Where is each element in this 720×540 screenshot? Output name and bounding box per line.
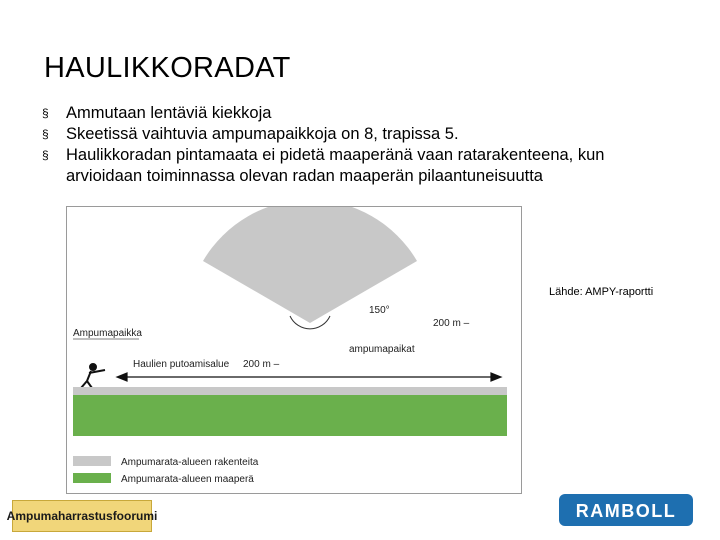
bullet-text: Skeetissä vaihtuvia ampumapaikkoja on 8, trapissa 5. [66, 125, 459, 143]
legend-label-structure: Ampumarata-alueen rakenteita [121, 457, 259, 468]
structure-band [73, 387, 507, 395]
bullet-marker: § [42, 127, 49, 141]
shooting-range-diagram [66, 206, 522, 494]
ampumaharrastusfoorumi-logo [6, 500, 158, 532]
bullet-marker: § [42, 106, 49, 120]
ground-distance-label: 200 m – [243, 359, 280, 370]
bullet-list [42, 103, 682, 187]
bullet-item [42, 103, 682, 124]
slide-title: HAULIKKORADAT [44, 52, 291, 84]
ramboll-logo [558, 493, 694, 527]
angle-label: 150° [369, 305, 390, 316]
bullet-item [42, 145, 682, 187]
source-caption: Lähde: AMPY-raportti [549, 286, 654, 298]
bullet-item [42, 124, 682, 145]
logo-left-text: Ampumaharrastusfoorumi [6, 509, 158, 523]
legend-swatch-structure [73, 456, 111, 466]
shooter-icon [81, 364, 105, 388]
legend-swatch-soil [73, 473, 111, 483]
soil-band [73, 395, 507, 436]
bullet-text: Haulikkoradan pintamaata ei pidetä maaperänä vaan ratarakenteena, kun arvioidaan toiminnassa olevan radan maaperän pilaantuneisuutta [66, 146, 605, 185]
distance-arrow [117, 373, 501, 381]
range-diagram-svg [67, 207, 521, 493]
ramboll-logo-text: RAMBOLL [575, 501, 677, 521]
pellet-area-label: Haulien putoamisalue [133, 359, 230, 370]
legend-label-soil: Ampumarata-alueen maaperä [121, 474, 254, 485]
bullet-marker: § [42, 148, 49, 162]
shooting-place-label: Ampumapaikka [73, 328, 142, 339]
fan-distance-label: 200 m – [433, 318, 470, 329]
shooting-places-label: ampumapaikat [349, 344, 415, 355]
bullet-text: Ammutaan lentäviä kiekkoja [66, 104, 272, 122]
